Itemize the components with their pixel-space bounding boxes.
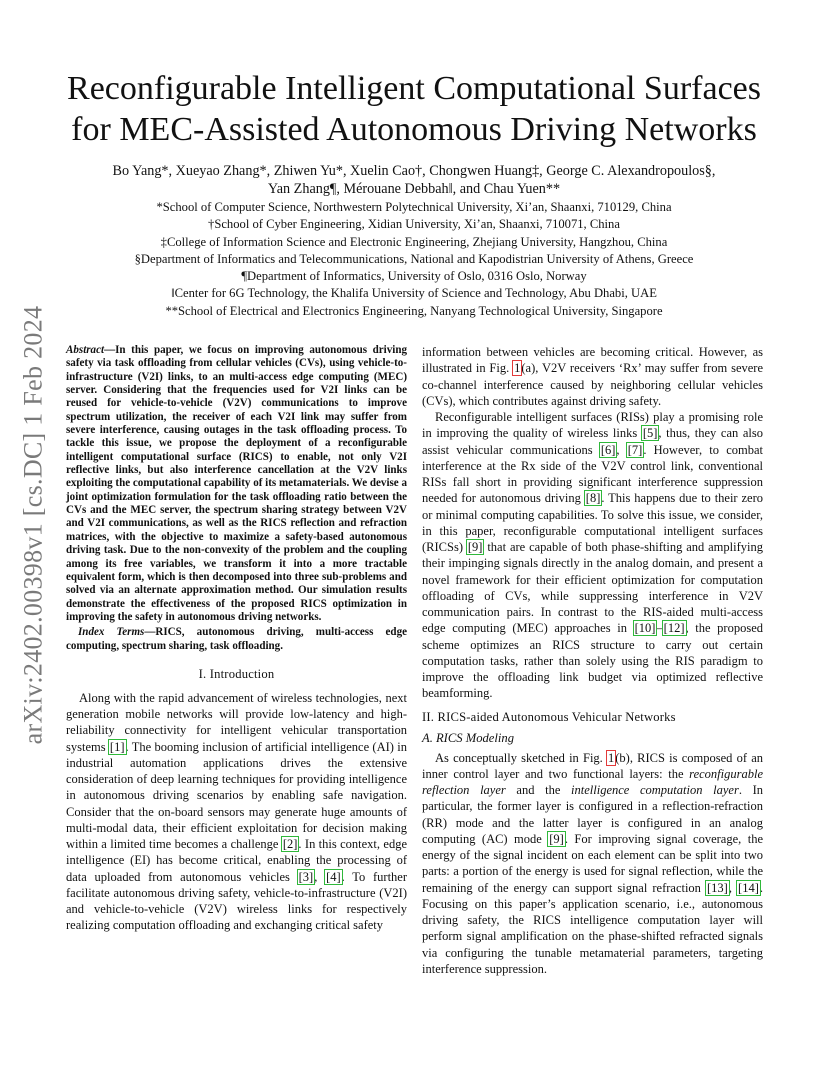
text-run: . The booming inclusion of artificial intelligence (AI) in industrial automation applications drives the extensive consideration of deep learning techniques for providing intelligence in autonomous driving scenarios by enabling safe navigation. Consider that the on-board sensors may generate huge amounts of multi-modal data, their efficient exploitation for decision making within a limited time becomes a challenge [66, 739, 407, 852]
figure-link[interactable]: 1 [514, 361, 521, 376]
ris-paragraph [422, 409, 763, 702]
text-run: . In particular, the former layer is configured in a reflection-refraction (RR) mode and the latter layer is configured in an analog computing (AC) mode [422, 783, 763, 846]
citation-link[interactable]: [8] [585, 491, 601, 506]
citation-link[interactable]: [2] [282, 837, 298, 852]
abstract [66, 344, 407, 624]
text-run: , [728, 880, 738, 895]
index-terms-label: Index Terms [78, 626, 145, 639]
text-run: (a), V2V receivers ‘Rx’ may suffer from severe co-channel interference caused by neighboring cellular vehicles (CVs), which contributes against driving safety. [422, 361, 764, 408]
citation-link[interactable]: [7] [627, 442, 643, 457]
citation-link[interactable]: [9] [467, 540, 483, 554]
right-column [422, 344, 763, 977]
paper-title [60, 68, 768, 150]
text-run: . For improving signal coverage, the energy of the signal incident on each element can be split into two parts: a portion of the energy is used for signal reflection, while the remaining of the energy can support signal refraction [422, 831, 763, 895]
text-run: (b), RICS is composed of an inner control layer and two functional layers: the [422, 750, 763, 781]
citation-link[interactable]: [4] [326, 869, 341, 884]
affiliation: **School of Electrical and Electronics Engineering, Nanyang Technological University, Singapore [165, 303, 663, 318]
citation-link[interactable]: [12] [663, 621, 685, 636]
intro-continuation-paragraph [422, 344, 763, 409]
authors-line-1: Bo Yang*, Xueyao Zhang*, Zhiwen Yu*, Xuelin Cao†, Chongwen Huang‡, George C. Alexandropoulos§, [112, 163, 716, 179]
text-run: . This happens due to their zero or minimal computing capabilities. To solve this issue, we consider, in this paper, reconfigurable computational intelligent surfaces (RICSs) [422, 491, 764, 554]
index-terms [66, 626, 407, 653]
title-line-2: for MEC-Assisted Autonomous Driving Networks [71, 111, 757, 148]
affiliation: ‡College of Information Science and Electronic Engineering, Zhejiang University, Hangzhou, China [160, 234, 668, 249]
text-run: . However, to combat interference at the Rx side of the V2V control link, conventional RISs fall short in providing significant interference suppression needed for autonomous driving [422, 442, 763, 506]
citation-link[interactable]: [14] [738, 880, 759, 895]
rics-modeling-paragraph [422, 750, 763, 978]
affiliation: ¶Department of Informatics, University of Oslo, 0316 Oslo, Norway [241, 269, 587, 284]
citation-link[interactable]: [6] [600, 442, 616, 457]
text-run: , thus, they can also assist vehicular communications [422, 426, 764, 457]
citation-link[interactable]: [13] [707, 880, 728, 895]
text-run: As conceptually sketched in Fig. [435, 750, 608, 765]
arxiv-sidebar [10, 290, 56, 760]
text-run: that are capable of both phase-shifting and amplifying their impinging signals directly in the analog domain, and present a novel framework for their efficient optimization for computation offloading of CVs, while suppressing interference in V2V communication pairs. In contrast to the RIS-aided multi-access edge computing (MEC) approaches in [422, 540, 763, 636]
abstract-label: Abstract [66, 344, 105, 356]
left-column [66, 344, 407, 934]
text-run: Reconfigurable intelligent surfaces (RISs) play a promising role in improving the quality of wireless links [422, 410, 763, 441]
citation-link[interactable]: [5] [642, 426, 658, 441]
affiliation: ‖Center for 6G Technology, the Khalifa University of Science and Technology, Abu Dhabi, UAE [171, 286, 657, 301]
text-run: information between vehicles are becoming critical. However, as illustrated in Fig. [422, 345, 763, 376]
figure-link[interactable]: 1 [608, 750, 615, 765]
affiliations [60, 199, 768, 320]
subsection-heading-rics-modeling: A. RICS Modeling [422, 730, 514, 745]
text-run: . To further facilitate autonomous driving safety, vehicle-to-infrastructure (V2I) and vehicle-to-vehicle (V2V) wireless links for respectively realizing computation offloading and exchanging critical safety [66, 869, 408, 933]
text-run: , [314, 869, 326, 884]
affiliation: †School of Cyber Engineering, Xidian University, Xi’an, Shaanxi, 710071, China [208, 217, 620, 232]
text-run: Along with the rapid advancement of wireless technologies, next generation mobile networks will provide low-latency and high-reliability connectivity for intelligent vehicular transportation systems [66, 690, 407, 754]
text-run: . In this context, edge intelligence (EI) has become critical, enabling the processing of data uploaded from autonomous vehicles [66, 837, 407, 884]
text-run: – [656, 621, 663, 636]
citation-link[interactable]: [10] [634, 621, 656, 636]
affiliation: *School of Computer Science, Northwestern Polytechnical University, Xi’an, Shaanxi, 710129, China [156, 200, 672, 214]
text-run: . Focusing on this paper’s application scenario, i.e., autonomous driving safety, the RICS intelligence computation layer will perform signal amplification on the phase-shifted refracted signals via configuring the tunable metamaterial parameters, targeting interference suppression. [422, 880, 763, 976]
citation-link[interactable]: [1] [109, 739, 125, 754]
emphasis-term: reconfigurable reflection layer [422, 766, 763, 797]
arxiv-identifier: arXiv:2402.00398v1 [cs.DC] 1 Feb 2024 [18, 305, 47, 745]
authors-line-2: Yan Zhang¶, Mérouane Debbah‖, and Chau Yuen** [267, 181, 561, 197]
text-run: , the proposed scheme optimizes an RICS structure to carry out certain computation tasks, rather than solely using the RIS paradigm to improve the offloading link budget via optimized reflective beamforming. [422, 621, 763, 701]
text-run: and the [505, 783, 572, 797]
section-heading-rics-networks: II. RICS-aided Autonomous Vehicular Networks [422, 709, 676, 724]
affiliation: §Department of Informatics and Telecommunications, National and Kapodistrian University of Athens, Greece [134, 251, 694, 266]
abstract-text: —In this paper, we focus on improving autonomous driving safety via task offloading from cellular vehicles (CVs), using vehicle-to-infrastructure (V2I) links, to an multi-access edge computing (MEC) server. Considering that the frequencies used for V2I links can be reused for vehicle-to-vehicle (V2V) communications to improve spectrum utilization, the receiver of each V2I link may suffer from severe interference, causing outages in the task offloading process. To tackle this issue, we propose the deployment of a reconfigurable intelligent computational surface (RICS) to enable, not only V2I reflective links, but also interference cancellation at the V2V links exploiting the computational capability of its metamaterials. We devise a joint optimization formulation for the task offloading ratio between the CVs and the MEC server, the spectrum sharing strategy between V2V and V2I communications, as well as the RICS reflection and refraction matrices, with the objective to maximize a safety-based autonomous driving task. Due to the non-convexity of the problem and the coupling among its free variables, we transform it into a more tractable equivalent form, which is then decomposed into three sub-problems and solved via an alternate approximation method. Our simulation results demonstrate the effectiveness of the proposed RICS optimization in improving the safety in autonomous driving networks. [66, 344, 407, 623]
intro-paragraph [66, 690, 407, 934]
citation-link[interactable]: [3] [298, 869, 314, 884]
section-heading-introduction: I. Introduction [198, 666, 275, 681]
author-list [60, 162, 768, 198]
citation-link[interactable]: [9] [549, 831, 564, 846]
index-terms-text: —RICS, autonomous driving, multi-access edge computing, spectrum sharing, task offloading. [66, 626, 407, 652]
title-line-1: Reconfigurable Intelligent Computational Surfaces [67, 70, 761, 107]
emphasis-term: intelligence computation layer [571, 783, 739, 797]
text-run: , [616, 442, 627, 457]
